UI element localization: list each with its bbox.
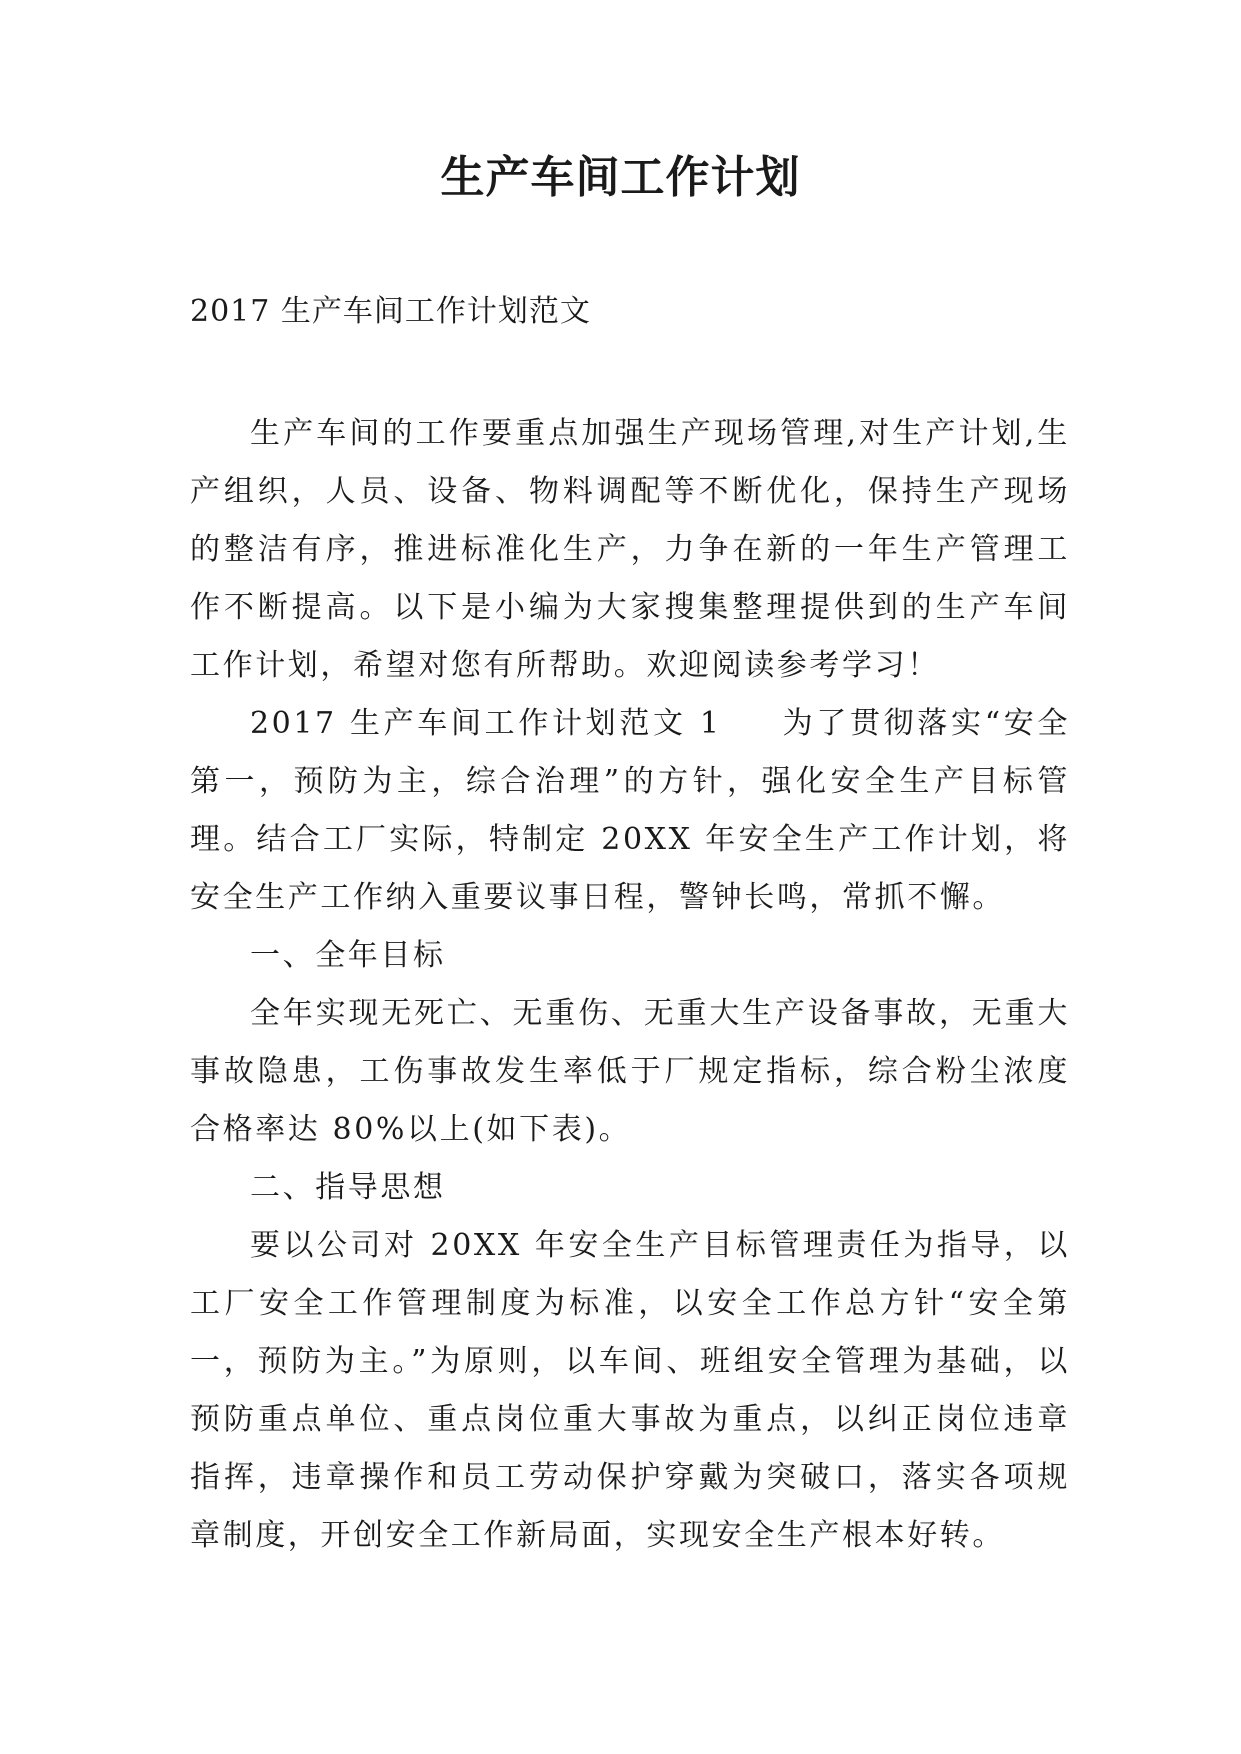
plan-1-paragraph (190, 695, 1070, 927)
intro-paragraph: 生产车间的工作要重点加强生产现场管理,对生产计划,生产组织，人员、设备、物料调配等不断优化，保持生产现场的整洁有序，推进标准化生产，力争在新的一年生产管理工作不断提高。以下是小编为大家搜集整理提供到的生产车间工作计划，希望对您有所帮助。欢迎阅读参考学习！ (190, 416, 1070, 683)
section-heading-guidance: 二、指导思想 (250, 1170, 446, 1205)
goals-paragraph: 全年实现无死亡、无重伤、无重大生产设备事故，无重大事故隐患，工伤事故发生率低于厂规定指标，综合粉尘浓度合格率达 80%以上(如下表)。 (190, 996, 1070, 1147)
guidance-paragraph: 要以公司对 20XX 年安全生产目标管理责任为指导，以工厂安全工作管理制度为标准，以安全工作总方针“安全第一，预防为主。”为原则，以车间、班组安全管理为基础，以预防重点单位、重点岗位重大事故为重点，以纠正岗位违章指挥，违章操作和员工劳动保护穿戴为突破口，落实各项规章制度，开创安全工作新局面，实现安全生产根本好转。 (190, 1228, 1070, 1553)
plan-1-text: 为了贯彻落实“安全第一，预防为主，综合治理”的方针，强化安全生产目标管理。结合工厂实际，特制定 20XX 年安全生产工作计划，将安全生产工作纳入重要议事日程，警钟长鸣，常抓不懈。 (190, 706, 1070, 915)
plan-1-heading: 2017 生产车间工作计划范文 1 (250, 706, 722, 741)
document-title: 生产车间工作计划 (440, 152, 801, 203)
document-subtitle: 2017 生产车间工作计划范文 (190, 294, 591, 329)
section-heading-goals: 一、全年目标 (250, 938, 446, 973)
document-body (190, 405, 1070, 1565)
